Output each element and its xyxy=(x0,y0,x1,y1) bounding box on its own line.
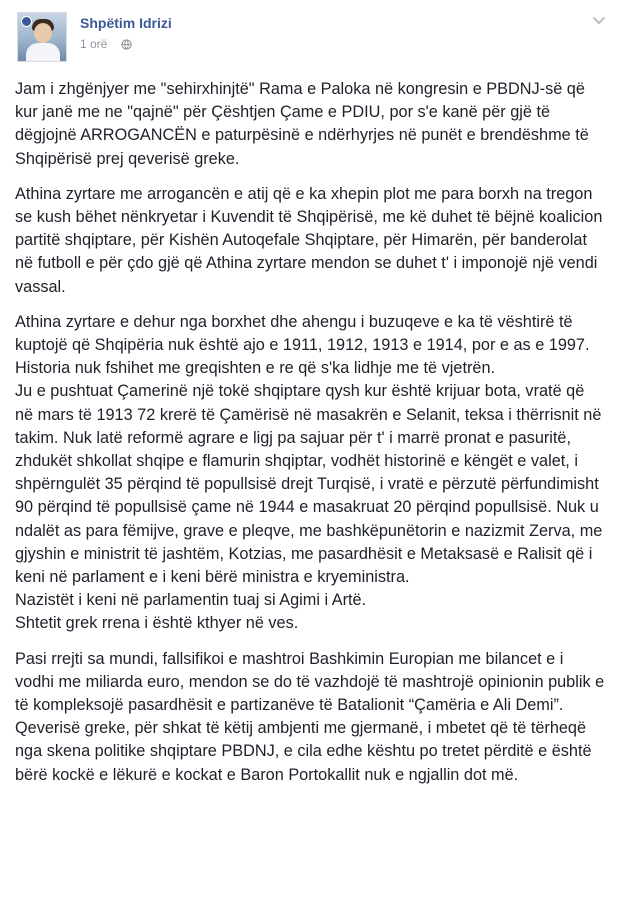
author-name[interactable]: Shpëtim Idrizi xyxy=(80,15,172,31)
post-paragraph-4: Historia nuk fshihet me greqishten e re që s'ka lidhje me të vjetrën. xyxy=(15,359,496,378)
globe-icon xyxy=(121,39,132,50)
post-paragraph-7: Shtetit grek rrena i është kthyer në ves. xyxy=(15,614,299,633)
post-paragraph-9: Qeverisë greke, për shkat të këtij ambjenti me gjermanë, i mbetet që të tërheqë nga skena politike shqiptare PBDNJ, e cila edhe kështu po tretet përditë e është bërë kockë e lëkurë e kockat e Baron Portokallit nuk e ngjallin dot më. xyxy=(15,719,592,784)
avatar-face xyxy=(34,23,52,43)
post-paragraph-6: Nazistët i keni në parlamentin tuaj si Agimi i Artë. xyxy=(15,591,367,610)
avatar[interactable] xyxy=(17,12,67,62)
post-paragraph-1: Jam i zhgënjyer me "sehirxhinjtë" Rama e Paloka në kongresin e PBDNJ-së që kur janë me ne "qajnë" për Çështjen Çame e PDIU, por s'e kanë për gjë të dëgjojnë ARROGANCËN e paturpësinë e ndërhyrjes në punët e brendëshme të Shqipërisë prej qeverisë greke. xyxy=(15,80,589,168)
post-paragraph-8: Pasi rrejti sa mundi, fallsifikoi e mashtroi Bashkimin Europian me bilancet e i vodhi me miliarda euro, mendon se do të vazhdojë të mashtrojë opinionin publik e të kompleksojë pasardhësit e partizanëve të Batalionit “Çamëria e Ali Demi”. xyxy=(15,649,605,715)
post-paragraph-2: Athina zyrtare me arrogancën e atij që e ka xhepin plot me para borxh na tregon se kush bëhet nënkryetar i Kuvendit të Shqipërisë, me kë duhet të bëjnë koalicion partitë shqiptare, për Kishën Autoqefale Shqiptare, për Himarën, për banderolat në futboll e për çdo gjë që Athina zyrtare mendon se duhet t' i imponojë një vendi vassal. xyxy=(15,184,603,296)
avatar-shirt xyxy=(26,43,60,62)
post-paragraph-5: Ju e pushtuat Çamerinë një tokë shqiptare qysh kur është krijuar bota, vratë që në mars të 1913 72 krerë të Çamërisë në masakrën e Selanit, teksa i thërrisnit në takim. Nuk latë reformë agrare e ligj pa sajuar për t' i marrë pronat e pasuritë, zhdukët shkollat shqipe e flamurin shqiptar, vodhët historinë e këngët e valet, i shpërngulët 35 përqind të popullsisë drejt Turqisë, i vratë e përzutë përfundimisht 90 përqind të popullsisë çame në 1944 e masakruat 20 përqind popullsisë. Nuk u ndalët as para fëmijve, grave e pleqve, me bashkëpunëtorin e nazizmit Zerva, me gjyshin e ministrit të jashtëm, Kotzias, me pasardhësit e Metaksasë e Ralisit që i keni në parlament e i keni bërë ministra e kryeministra. xyxy=(15,382,603,587)
post-timestamp[interactable]: 1 orë xyxy=(80,37,108,51)
post-paragraph-3: Athina zyrtare e dehur nga borxhet dhe ahengu i buzuqeve e ka të vështirë të kuptojë që Shqipëria nuk është ajo e 1911, 1912, 1913 e 1914, por e as e 1997. xyxy=(15,312,590,355)
chevron-down-icon[interactable] xyxy=(592,16,606,26)
post-body xyxy=(15,78,605,787)
avatar-badge xyxy=(21,16,32,27)
